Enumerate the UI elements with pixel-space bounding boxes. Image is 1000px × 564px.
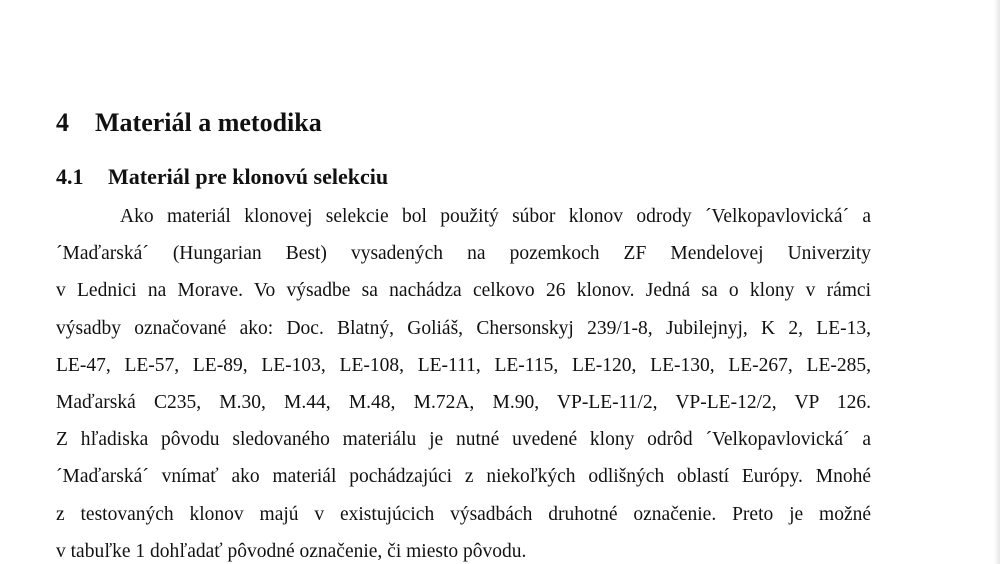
- paragraph-line: z testovaných klonov majú v existujúcich výsadbách druhotné označenie. Preto je možné: [56, 503, 871, 525]
- paragraph-line: ´Maďarská´ vnímať ako materiál pochádzajúci z niekoľkých odlišných oblastí Európy. Mnohé: [56, 466, 871, 488]
- paragraph-line: v tabuľke 1 dohľadať pôvodné označenie, či miesto pôvodu.: [56, 540, 527, 562]
- section-title: Materiál pre klonovú selekciu: [108, 164, 389, 189]
- chapter-number: 4: [56, 108, 69, 137]
- paragraph-line: v Lednici na Morave. Vo výsadbe sa nachádza celkovo 26 klonov. Jedná sa o klony v rámci: [56, 280, 871, 302]
- body-paragraph: [56, 200, 871, 564]
- paragraph-line: ´Maďarská´ (Hungarian Best) vysadených na pozemkoch ZF Mendelovej Univerzity: [56, 243, 871, 265]
- section-number: 4.1: [56, 164, 84, 189]
- page-edge: [994, 0, 1000, 564]
- section-heading: [56, 164, 388, 190]
- chapter-heading: [56, 108, 322, 138]
- paragraph-line: LE-47, LE-57, LE-89, LE-103, LE-108, LE-111, LE-115, LE-120, LE-130, LE-267, LE-285,: [56, 354, 871, 376]
- paragraph-line: Maďarská C235, M.30, M.44, M.48, M.72A, M.90, VP-LE-11/2, VP-LE-12/2, VP 126.: [56, 391, 871, 413]
- paragraph-line: Ako materiál klonovej selekcie bol použitý súbor klonov odrody ´Velkopavlovická´ a: [120, 206, 871, 227]
- paragraph-line: výsadby označované ako: Doc. Blatný, Goliáš, Chersonskyj 239/1-8, Jubilejnyj, K 2, LE-13,: [56, 317, 871, 339]
- chapter-title: Materiál a metodika: [95, 108, 322, 137]
- paragraph-line: Z hľadiska pôvodu sledovaného materiálu je nutné uvedené klony odrôd ´Velkopavlovická´ a: [56, 429, 871, 451]
